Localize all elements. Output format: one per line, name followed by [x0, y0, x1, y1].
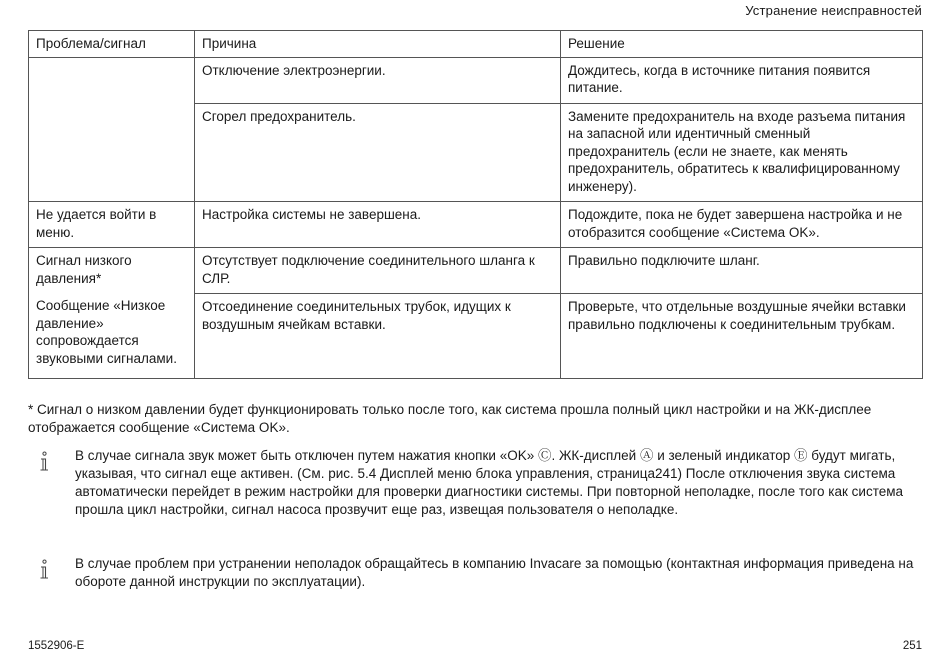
table-row [29, 202, 923, 248]
solution-cell: Дождитесь, когда в источнике питания появится питание. [561, 57, 923, 103]
problem-text-message: Сообщение «Низкое давление» сопровождается звуковыми сигналами. [36, 298, 177, 366]
problem-cell [29, 248, 195, 379]
footnote: * Сигнал о низком давлении будет функционировать только после того, как система прошла полный цикл настройки и на ЖК-дисплее отображается сообщение «Система OK». [28, 402, 872, 435]
document-code: 1552906-E [28, 640, 85, 652]
section-title: Устранение неисправностей [745, 3, 922, 18]
cause-cell: Отсутствует подключение соединительного шланга к СЛР. [195, 248, 561, 294]
solution-cell: Проверьте, что отдельные воздушные ячейки вставки правильно подключены к соединительным трубкам. [561, 294, 923, 379]
solution-cell: Замените предохранитель на входе разъема питания на запасной или идентичный сменный предохранитель (если не знаете, как менять предохранитель, обратитесь к квалифицированному инженеру). [561, 103, 923, 202]
page-number: 251 [902, 640, 922, 652]
cause-cell: Отключение электроэнергии. [195, 57, 561, 103]
info-icon [37, 451, 51, 473]
info-note [28, 555, 923, 591]
troubleshooting-table [28, 30, 923, 379]
table-row [29, 57, 923, 103]
note-text: В случае сигнала звук может быть отключен путем нажатия кнопки «OK» Ⓒ. ЖК-дисплей Ⓐ и зеленый индикатор Ⓔ будут мигать, указывая, что сигнал еще активен. (См. рис. 5.4 Дисплей меню блока управления, страница241) После отключения звука система автоматически перейдет в режим настройки для проверки диагностики системы. При повторной неполадке, после того как система прошла цикл настройки, сигнал насоса прозвучит еще раз, извещая пользователя о неполадке. [75, 448, 904, 517]
problem-text-low-pressure: Сигнал низкого давления* [36, 253, 132, 286]
column-header-cause: Причина [195, 31, 561, 58]
cause-cell: Настройка системы не завершена. [195, 202, 561, 248]
table-header-row [29, 31, 923, 58]
problem-cell [29, 57, 195, 202]
info-icon [37, 559, 51, 581]
solution-cell: Правильно подключите шланг. [561, 248, 923, 294]
cause-cell: Отсоединение соединительных трубок, идущих к воздушным ячейкам вставки. [195, 294, 561, 379]
info-note [28, 447, 923, 519]
problem-cell: Не удается войти в меню. [29, 202, 195, 248]
solution-cell: Подождите, пока не будет завершена настройка и не отобразится сообщение «Система OK». [561, 202, 923, 248]
column-header-problem: Проблема/сигнал [29, 31, 195, 58]
column-header-solution: Решение [561, 31, 923, 58]
table-row [29, 248, 923, 294]
note-text: В случае проблем при устранении неполадок обращайтесь в компанию Invacare за помощью (контактная информация приведена на обороте данной инструкции по эксплуатации). [75, 556, 914, 589]
cause-cell: Сгорел предохранитель. [195, 103, 561, 202]
